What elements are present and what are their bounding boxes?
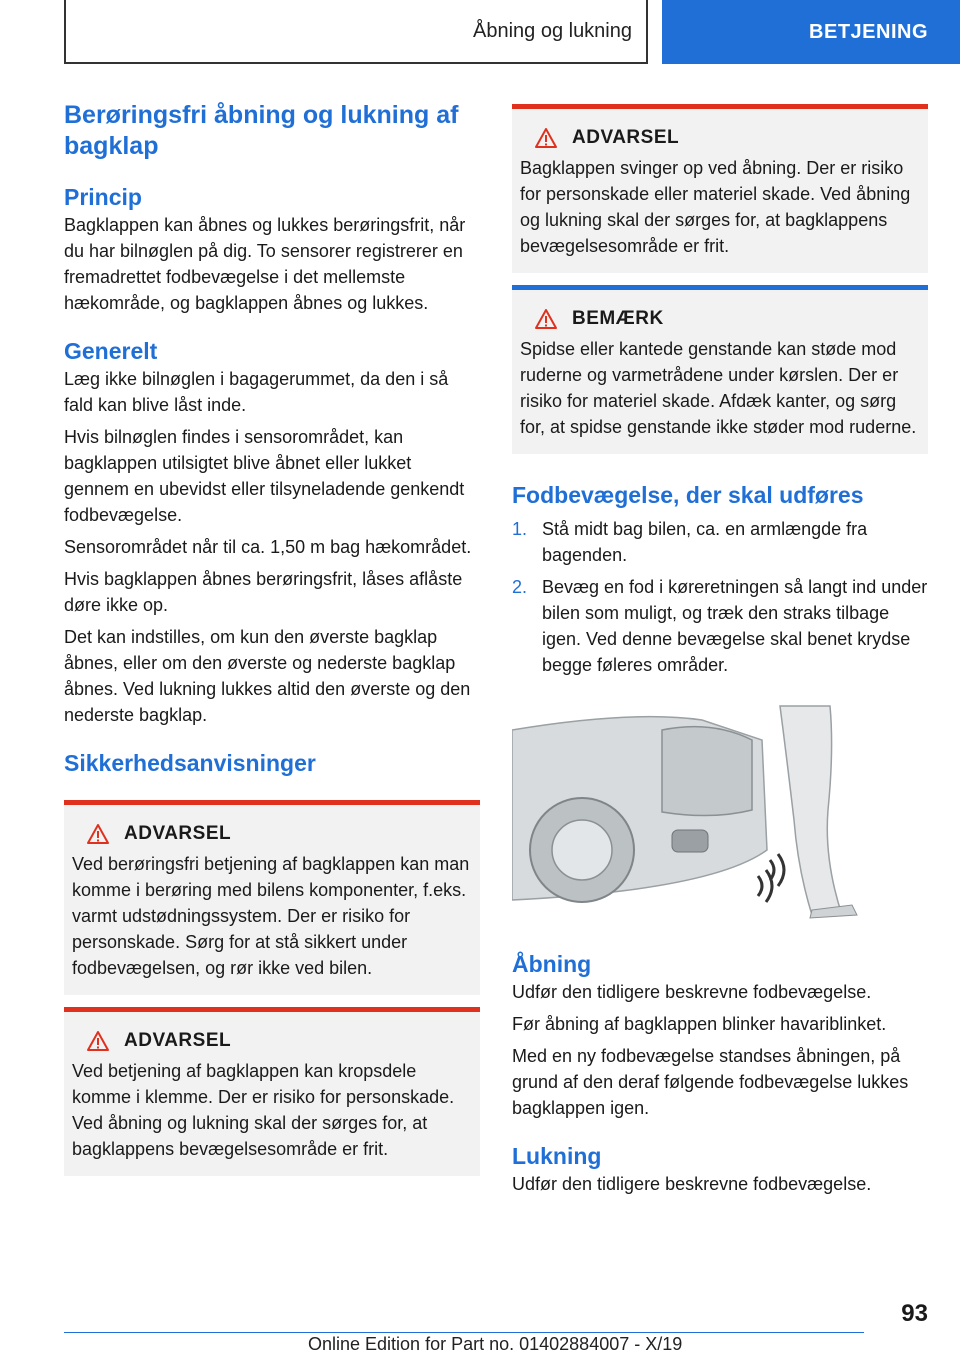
opening-heading: Åbning (512, 951, 592, 977)
general-paragraph-1: Læg ikke bilnøglen i bagagerummet, da den i så fald kan blive låst inde. (64, 369, 449, 415)
note-text: Spidse eller kantede genstande kan støde mod ruderne og varmetrådene under kørslen. Der er risiko for materiel skade. Afdæk kanter, og sørg for, at spidse genstande ikke støder mod ruderne. (520, 339, 917, 437)
general-heading: Generelt (64, 338, 158, 364)
warning-box-3 (512, 104, 928, 273)
general-paragraph-5: Det kan indstilles, om kun den øverste bagklap åbnes, eller om den øverste og nederste bagklap åbnes. Ved lukning lukkes altid den øverste og den nederste bagklap. (64, 627, 471, 725)
closing-heading: Lukning (512, 1143, 602, 1169)
warning-title-1: ADVARSEL (124, 823, 232, 844)
warning-text-1: Ved berøringsfri betjening af bagklappen kan man komme i berøring med bilens komponenter, f.eks. varmt udstødningssystem. Der er risiko for personskade. Sørg for at stå sikkert under fodbevægelsen, og rør ikke ved bilen. (72, 854, 470, 978)
general-paragraph-3: Sensorområdet når til ca. 1,50 m bag hækområdet. (64, 537, 472, 557)
header-section-title: Åbning og lukning (472, 19, 632, 42)
foot-motion-heading: Fodbevægelse, der skal udføres (512, 482, 864, 508)
footer-divider (64, 1332, 864, 1333)
left-column (64, 100, 480, 1176)
principle-heading: Princip (64, 184, 142, 210)
closing-paragraph-1: Udfør den tidligere beskrevne fodbevægelse. (512, 1174, 872, 1194)
step-text: Bevæg en fod i køreretningen så langt ind under bilen som muligt, og træk den straks tilbage igen. Ved denne bevægelse skal benet krydse begge føleres områder. (542, 577, 928, 675)
note-box (512, 285, 928, 454)
page-number: 93 (901, 1300, 928, 1327)
steps-list (512, 516, 928, 678)
list-item (512, 574, 928, 678)
note-title: BEMÆRK (572, 308, 664, 329)
header-section (64, 0, 648, 64)
header-chapter-title: BETJENING (809, 20, 928, 43)
warning-triangle-icon (86, 823, 110, 845)
step-number: 2. (512, 577, 528, 597)
opening-paragraph-1: Udfør den tidligere beskrevne fodbevægelse. (512, 982, 872, 1002)
header-chapter-tab[interactable] (662, 0, 960, 64)
warning-title-3: ADVARSEL (572, 127, 680, 148)
step-text: Stå midt bag bilen, ca. en armlængde fra bagenden. (542, 519, 868, 565)
step-number: 1. (512, 519, 528, 539)
opening-paragraph-2: Før åbning af bagklappen blinker havariblinket. (512, 1014, 887, 1034)
note-triangle-icon (534, 308, 558, 330)
tailgate-foot-illustration (512, 700, 928, 920)
opening-paragraph-3: Med en ny fodbevægelse standses åbningen, på grund af den deraf følgende fodbevægelse lukkes bagklappen igen. (512, 1046, 909, 1118)
list-item (512, 516, 928, 568)
warning-triangle-icon (534, 127, 558, 149)
warning-text-3: Bagklappen svinger op ved åbning. Der er risiko for personskade eller materiel skade. Ved åbning og lukning skal der sørges for, at bagklappens bevægelsesområde er frit. (520, 158, 911, 256)
principle-text: Bagklappen kan åbnes og lukkes berøringsfrit, når du har bilnøglen på dig. To sensorer registrerer en fremadrettet fodbevægelse i det mellemste hækområde, og bagklappen åbnes og lukkes. (64, 215, 466, 313)
warning-text-2: Ved betjening af bagklappen kan kropsdele komme i klemme. Der er risiko for personskade. Ved åbning og lukning skal der sørges for, at bagklappens bevægelsesområde er frit. (72, 1061, 455, 1159)
warning-triangle-icon (86, 1030, 110, 1052)
page-title: Berøringsfri åbning og lukning af bagklap (64, 101, 459, 160)
footer-edition: Online Edition for Part no. 01402884007 - X/19 (308, 1334, 683, 1354)
safety-heading: Sikkerhedsanvisninger (64, 750, 316, 776)
right-column (512, 104, 928, 1197)
general-paragraph-2: Hvis bilnøglen findes i sensorområdet, kan bagklappen utilsigtet blive åbnet eller lukket gennem en ubevidst eller tilsyneladende genkendt fodbevægelse. (64, 427, 465, 525)
warning-box-1 (64, 800, 480, 995)
general-paragraph-4: Hvis bagklappen åbnes berøringsfrit, låses aflåste døre ikke op. (64, 569, 463, 615)
warning-box-2 (64, 1007, 480, 1176)
warning-title-2: ADVARSEL (124, 1030, 232, 1051)
